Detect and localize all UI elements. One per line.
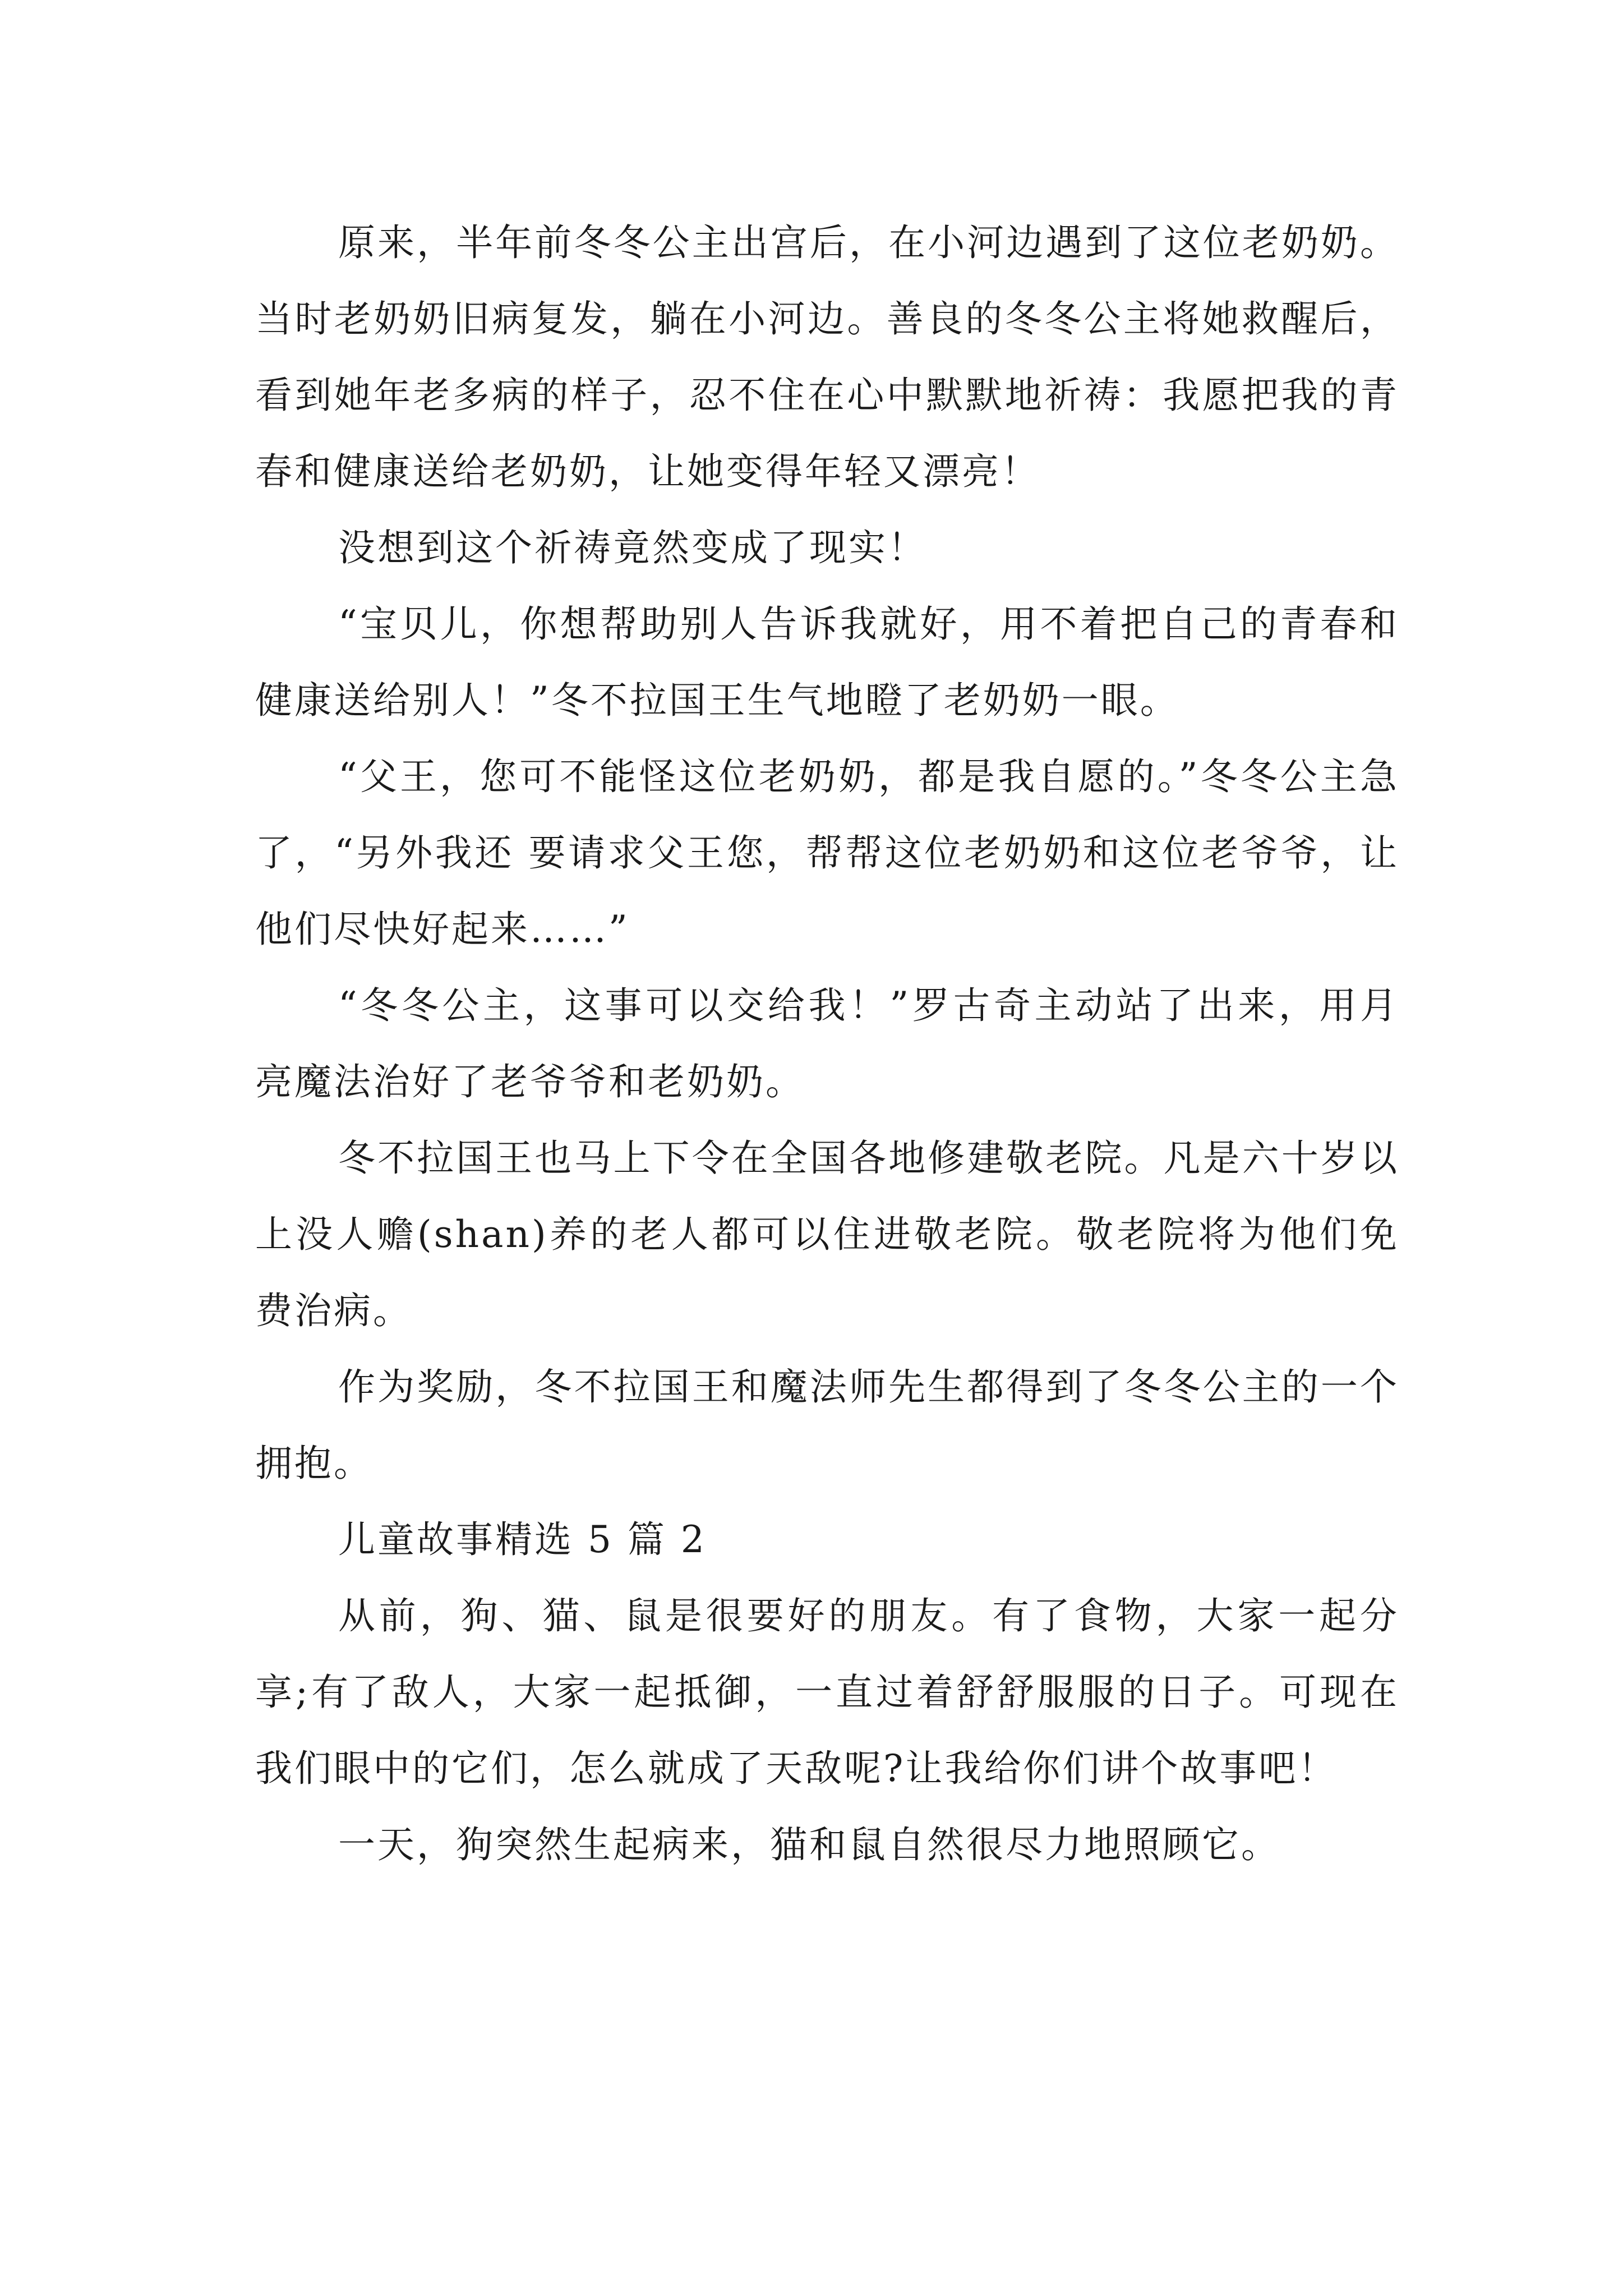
paragraph-princess-backstory: 原来，半年前冬冬公主出宫后，在小河边遇到了这位老奶奶。当时老奶奶旧病复发，躺在小河边。善良的冬冬公主将她救醒后，看到她年老多病的样子，忍不住在心中默默地祈祷：我愿把我的青春和健康送给老奶奶，让她变得年轻又漂亮！ xyxy=(255,221,1399,493)
paragraph-reward-hug: 作为奖励，冬不拉国王和魔法师先生都得到了冬冬公主的一个拥抱。 xyxy=(255,1365,1399,1485)
paragraph-nursing-homes: 冬不拉国王也马上下令在全国各地修建敬老院。凡是六十岁以上没人赡(shan)养的老人都可以住进敬老院。敬老院将为他们免费治病。 xyxy=(255,1137,1399,1332)
paragraph-dog-cat-mouse-friends: 从前，狗、猫、鼠是很要好的朋友。有了食物，大家一起分享;有了敌人，大家一起抵御，一直过着舒舒服服的日子。可现在我们眼中的它们，怎么就成了天敌呢?让我给你们讲个故事吧！ xyxy=(255,1594,1399,1790)
paragraph-prayer-came-true: 没想到这个祈祷竟然变成了现实！ xyxy=(338,526,927,569)
paragraph-princess-pleads: “父王，您可不能怪这位老奶奶，都是我自愿的。”冬冬公主急了，“另外我还 要请求父王您，帮帮这位老奶奶和这位老爷爷，让他们尽快好起来……” xyxy=(255,755,1399,951)
paragraph-king-scolds: “宝贝儿，你想帮助别人告诉我就好，用不着把自己的青春和健康送给别人！”冬不拉国王生气地瞪了老奶奶一眼。 xyxy=(255,602,1399,722)
document-page xyxy=(255,205,1399,1883)
paragraph-dog-falls-ill: 一天，狗突然生起病来，猫和鼠自然很尽力地照顾它。 xyxy=(338,1823,1280,1866)
section-heading: 儿童故事精选 5 篇 2 xyxy=(338,1518,707,1561)
paragraph-luoguqi-helps: “冬冬公主，这事可以交给我！”罗古奇主动站了出来，用月亮魔法治好了老爷爷和老奶奶。 xyxy=(255,984,1399,1103)
